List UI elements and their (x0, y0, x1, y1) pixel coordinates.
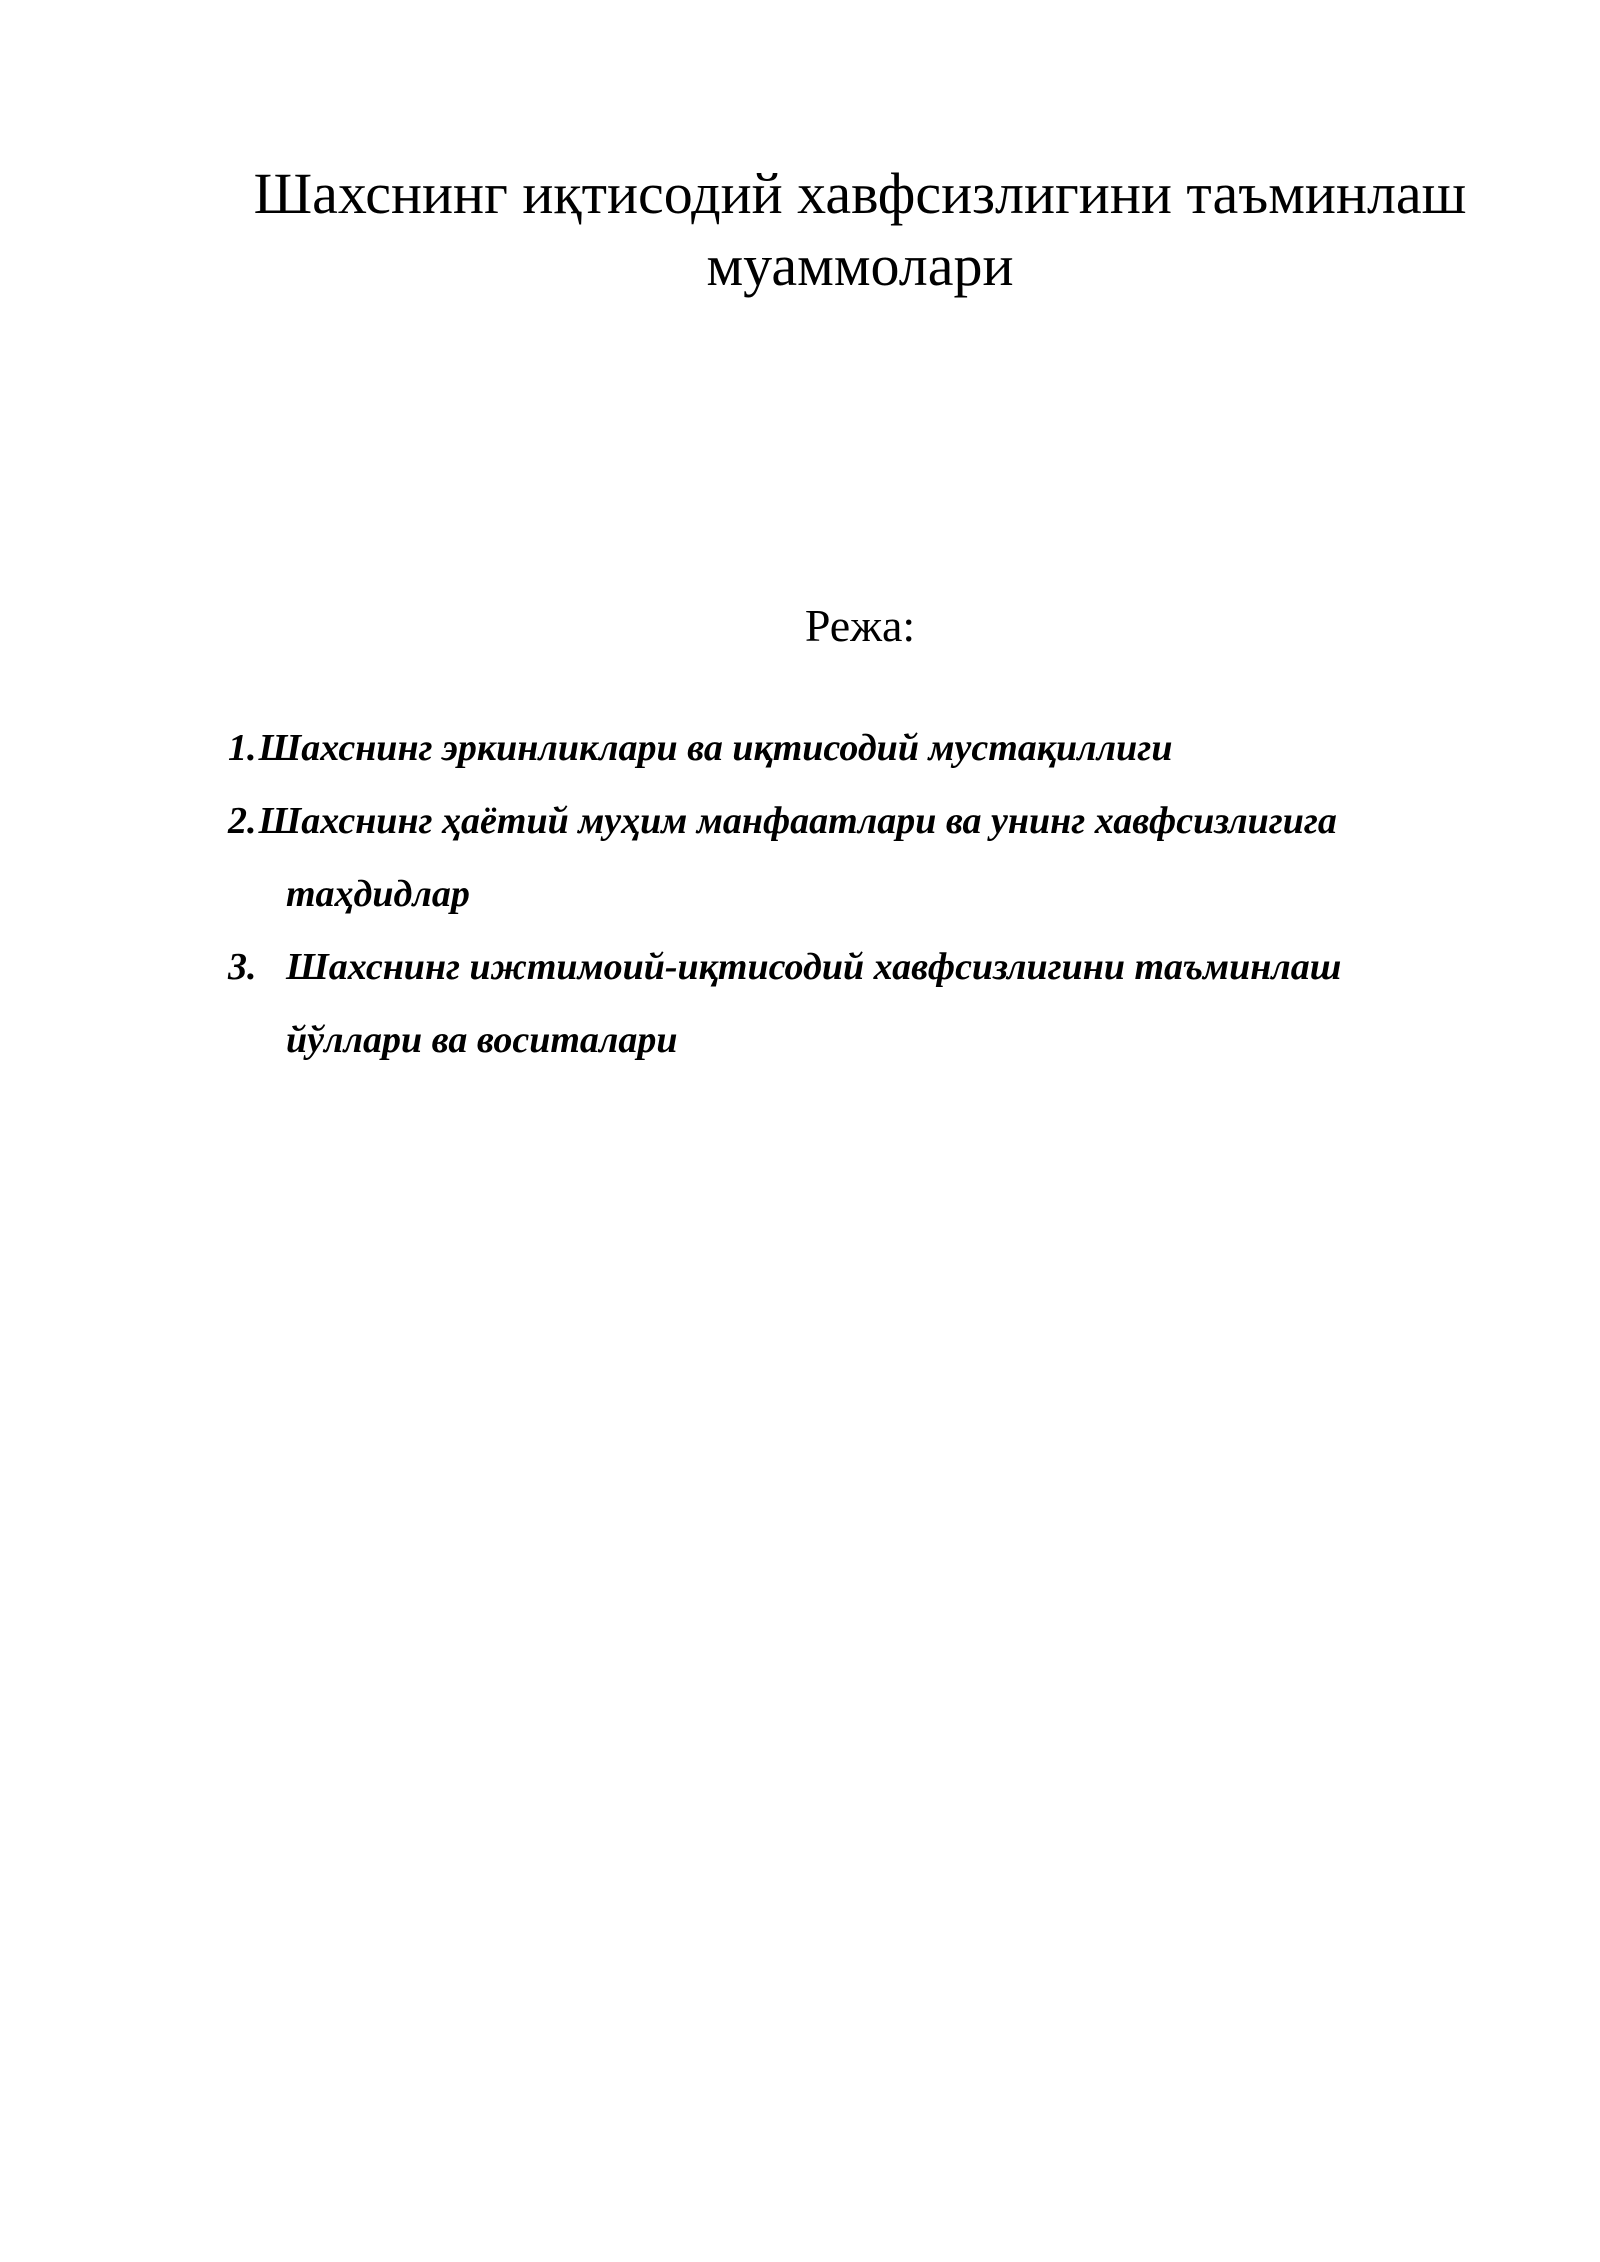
plan-item-text: Шахснинг эркинликлари ва иқтисодий мустақиллиги (258, 727, 1173, 769)
plan-item-number: 2. (228, 800, 257, 842)
plan-list (228, 712, 1528, 1077)
plan-item-2 (228, 785, 1528, 931)
plan-item-1 (228, 712, 1528, 785)
title-line-2: муаммолари (706, 233, 1014, 298)
plan-heading: Режа: (804, 600, 916, 651)
plan-item-text: Шахснинг ижтимоий-иқтисодий хавфсизлигини таъминлаш (286, 946, 1342, 988)
document-title (200, 158, 1520, 302)
plan-item-continuation: таҳдидлар (286, 873, 470, 915)
plan-item-number: 3. (228, 946, 257, 988)
title-line-1: Шахснинг иқтисодий хавфсизлигини таъминлаш (253, 161, 1467, 226)
plan-item-text: Шахснинг ҳаётий муҳим манфаатлари ва унинг хавфсизлигига (258, 800, 1337, 842)
plan-item-continuation: йўллари ва воситалари (286, 1019, 678, 1061)
plan-item-number: 1. (228, 727, 257, 769)
plan-item-3 (228, 931, 1528, 1077)
